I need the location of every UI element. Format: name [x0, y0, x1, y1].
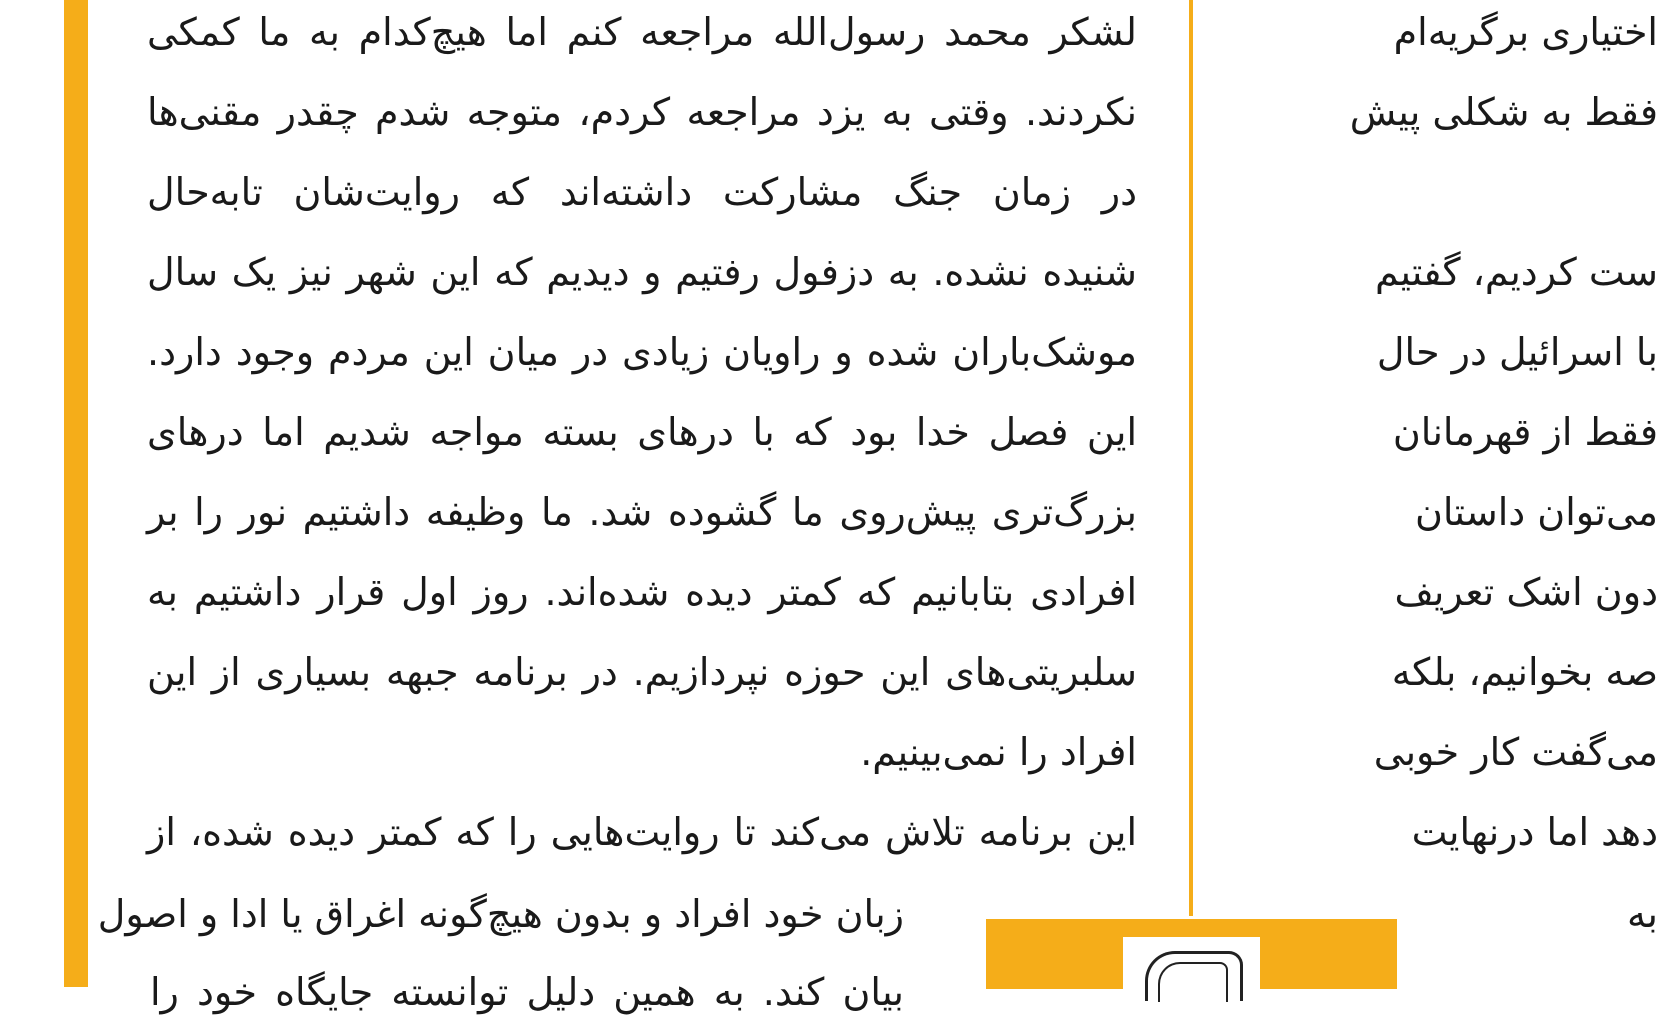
main-line: شنیده نشده. به دزفول رفتیم و دیدیم که این شهر نیز یک سال: [147, 250, 1137, 294]
main-line: موشک‌باران شده و راویان زیادی در میان این مردم وجود دارد.: [147, 330, 1137, 374]
main-line: افرادی بتابانیم که کمتر دیده شده‌اند. روز اول قرار داشتیم به: [147, 570, 1137, 614]
main-line-short: زبان خود افراد و بدون هیچ‌گونه اغراق یا ادا و اصول: [97, 892, 904, 936]
right-line: می‌گفت کار خوبی: [1373, 730, 1658, 774]
column-divider: [1189, 0, 1193, 916]
right-line: فقط به شکلی پیش: [1349, 90, 1658, 134]
right-line: دهد اما درنهایت: [1411, 810, 1658, 854]
main-line: در زمان جنگ مشارکت داشته‌اند که روایت‌شان تابه‌حال: [147, 170, 1137, 214]
right-line: صه بخوانیم، بلکه: [1391, 650, 1658, 694]
right-line: اختیاری برگریه‌ام: [1393, 10, 1658, 54]
right-line: با اسرائیل در حال: [1376, 330, 1658, 374]
right-line: [1238, 162, 1658, 222]
main-line: نکردند. وقتی به یزد مراجعه کردم، متوجه شدم چقدر مقنی‌ها: [147, 90, 1137, 134]
main-line: این فصل خدا بود که با درهای بسته مواجه شدیم اما درهای: [147, 410, 1137, 454]
right-line: به: [1627, 892, 1658, 936]
right-line: فقط از قهرمانان: [1392, 410, 1658, 454]
left-accent-bar: [64, 0, 88, 987]
right-line: می‌توان داستان: [1414, 490, 1658, 534]
main-line: افراد را نمی‌بینیم.: [860, 730, 1137, 774]
main-line: بزرگ‌تری پیش‌روی ما گشوده شد. ما وظیفه داشتیم نور را بر: [147, 490, 1137, 534]
main-line: لشکر محمد رسول‌الله مراجعه کنم اما هیچ‌کدام به ما کمکی: [147, 10, 1137, 54]
main-line-short: بیان کند. به همین دلیل توانسته جایگاه خود را: [150, 970, 904, 1014]
right-column: [1238, 0, 1658, 987]
right-line: ست کردیم، گفتیم: [1375, 250, 1658, 294]
publication-logo-inner-icon: [1158, 962, 1228, 1002]
main-line: سلبریتی‌های این حوزه نپردازیم. در برنامه جبهه بسیاری از این: [147, 650, 1137, 694]
main-line: این برنامه تلاش می‌کند تا روایت‌هایی را که کمتر دیده شده، از: [147, 810, 1137, 854]
right-line: دون اشک تعریف: [1394, 570, 1658, 614]
